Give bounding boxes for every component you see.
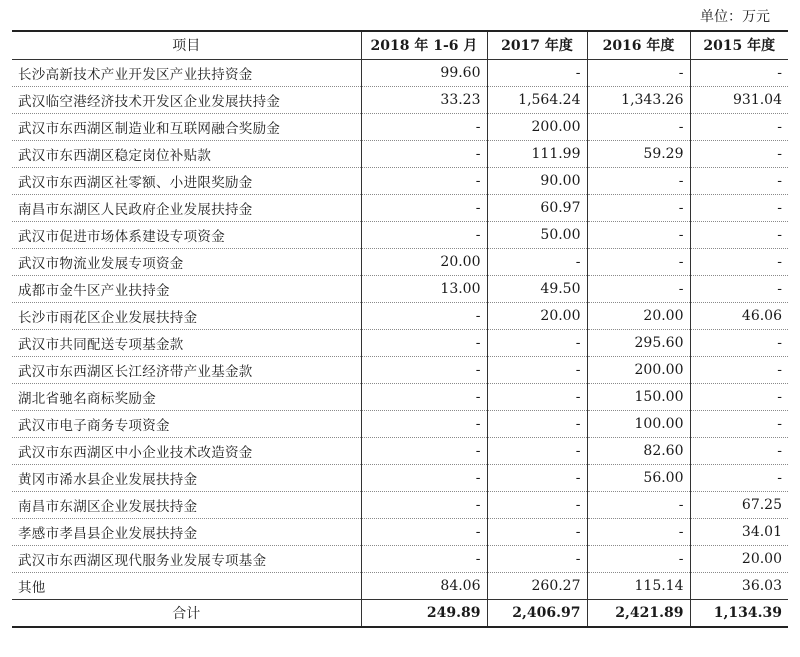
total-cell: 2,406.97	[487, 599, 587, 627]
amount-cell: -	[587, 248, 690, 275]
amount-cell: -	[361, 140, 487, 167]
item-name-cell: 武汉临空港经济技术开发区企业发展扶持金	[12, 86, 361, 113]
amount-cell: 36.03	[690, 572, 788, 599]
table-row	[12, 329, 788, 356]
amount-cell: 34.01	[690, 518, 788, 545]
table-row	[12, 545, 788, 572]
amount-cell: 1,564.24	[487, 86, 587, 113]
table-footer	[12, 599, 788, 627]
amount-cell: -	[690, 275, 788, 302]
item-name-cell: 黄冈市浠水县企业发展扶持金	[12, 464, 361, 491]
amount-cell: 1,343.26	[587, 86, 690, 113]
table-row	[12, 572, 788, 599]
amount-cell: -	[361, 437, 487, 464]
amount-cell: 100.00	[587, 410, 690, 437]
amount-cell: 260.27	[487, 572, 587, 599]
amount-cell: 20.00	[587, 302, 690, 329]
total-cell: 249.89	[361, 599, 487, 627]
amount-cell: 20.00	[487, 302, 587, 329]
amount-cell: -	[690, 248, 788, 275]
item-name-cell: 武汉市东西湖区长江经济带产业基金款	[12, 356, 361, 383]
amount-cell: -	[361, 194, 487, 221]
item-name-cell: 武汉市促进市场体系建设专项资金	[12, 221, 361, 248]
amount-cell: -	[587, 59, 690, 86]
item-name-cell: 武汉市共同配送专项基金款	[12, 329, 361, 356]
item-name-cell: 南昌市东湖区企业发展扶持金	[12, 491, 361, 518]
item-name-cell: 湖北省驰名商标奖励金	[12, 383, 361, 410]
amount-cell: -	[690, 113, 788, 140]
amount-cell: 115.14	[587, 572, 690, 599]
amount-cell: -	[487, 437, 587, 464]
table-row	[12, 437, 788, 464]
amount-cell: -	[361, 302, 487, 329]
item-name-cell: 成都市金牛区产业扶持金	[12, 275, 361, 302]
item-name-cell: 长沙市雨花区企业发展扶持金	[12, 302, 361, 329]
amount-cell: -	[690, 167, 788, 194]
amount-cell: -	[361, 491, 487, 518]
amount-cell: -	[587, 194, 690, 221]
amount-cell: -	[690, 329, 788, 356]
amount-cell: -	[690, 140, 788, 167]
amount-cell: 20.00	[690, 545, 788, 572]
amount-cell: -	[487, 356, 587, 383]
amount-cell: 60.97	[487, 194, 587, 221]
header-item: 项目	[12, 31, 361, 59]
amount-cell: -	[587, 518, 690, 545]
table-row	[12, 410, 788, 437]
amount-cell: -	[361, 518, 487, 545]
amount-cell: -	[361, 113, 487, 140]
amount-cell: 82.60	[587, 437, 690, 464]
table-row	[12, 491, 788, 518]
amount-cell: -	[587, 275, 690, 302]
amount-cell: -	[690, 437, 788, 464]
amount-cell: -	[690, 221, 788, 248]
item-name-cell: 孝感市孝昌县企业发展扶持金	[12, 518, 361, 545]
amount-cell: -	[690, 383, 788, 410]
table-row	[12, 248, 788, 275]
table-row	[12, 59, 788, 86]
table-header	[12, 31, 788, 59]
table-row	[12, 113, 788, 140]
subsidy-table	[12, 30, 788, 628]
header-2015: 2015 年度	[690, 31, 788, 59]
amount-cell: 46.06	[690, 302, 788, 329]
amount-cell: 99.60	[361, 59, 487, 86]
amount-cell: 111.99	[487, 140, 587, 167]
amount-cell: -	[587, 491, 690, 518]
amount-cell: -	[487, 464, 587, 491]
unit-label: 单位：万元	[700, 9, 770, 25]
item-name-cell: 武汉市东西湖区稳定岗位补贴款	[12, 140, 361, 167]
table-row	[12, 167, 788, 194]
item-name-cell: 武汉市东西湖区现代服务业发展专项基金	[12, 545, 361, 572]
amount-cell: -	[361, 464, 487, 491]
amount-cell: -	[587, 113, 690, 140]
amount-cell: -	[361, 383, 487, 410]
item-name-cell: 武汉市东西湖区中小企业技术改造资金	[12, 437, 361, 464]
header-2016: 2016 年度	[587, 31, 690, 59]
amount-cell: -	[361, 356, 487, 383]
amount-cell: -	[487, 545, 587, 572]
table-row	[12, 221, 788, 248]
header-row	[12, 31, 788, 59]
total-cell: 2,421.89	[587, 599, 690, 627]
item-name-cell: 武汉市东西湖区制造业和互联网融合奖励金	[12, 113, 361, 140]
amount-cell: -	[690, 464, 788, 491]
table-row	[12, 275, 788, 302]
amount-cell: -	[361, 545, 487, 572]
amount-cell: 931.04	[690, 86, 788, 113]
table-row	[12, 518, 788, 545]
item-name-cell: 武汉市电子商务专项资金	[12, 410, 361, 437]
amount-cell: -	[487, 383, 587, 410]
table-row	[12, 302, 788, 329]
amount-cell: -	[690, 410, 788, 437]
item-name-cell: 其他	[12, 572, 361, 599]
amount-cell: 150.00	[587, 383, 690, 410]
amount-cell: -	[690, 356, 788, 383]
header-2017: 2017 年度	[487, 31, 587, 59]
header-2018-h1: 2018 年 1-6 月	[361, 31, 487, 59]
amount-cell: 67.25	[690, 491, 788, 518]
amount-cell: -	[361, 167, 487, 194]
amount-cell: -	[487, 329, 587, 356]
amount-cell: -	[690, 194, 788, 221]
amount-cell: -	[487, 248, 587, 275]
amount-cell: 20.00	[361, 248, 487, 275]
item-name-cell: 武汉市东西湖区社零额、小进限奖励金	[12, 167, 361, 194]
amount-cell: -	[487, 518, 587, 545]
total-row	[12, 599, 788, 627]
amount-cell: -	[487, 410, 587, 437]
table-row	[12, 194, 788, 221]
table-row	[12, 86, 788, 113]
amount-cell: 84.06	[361, 572, 487, 599]
table-row	[12, 383, 788, 410]
total-cell: 1,134.39	[690, 599, 788, 627]
table-row	[12, 140, 788, 167]
amount-cell: -	[361, 410, 487, 437]
amount-cell: 13.00	[361, 275, 487, 302]
amount-cell: -	[587, 221, 690, 248]
item-name-cell: 长沙高新技术产业开发区产业扶持资金	[12, 59, 361, 86]
item-name-cell: 武汉市物流业发展专项资金	[12, 248, 361, 275]
amount-cell: 200.00	[487, 113, 587, 140]
amount-cell: -	[587, 167, 690, 194]
amount-cell: -	[487, 491, 587, 518]
item-name-cell: 南昌市东湖区人民政府企业发展扶持金	[12, 194, 361, 221]
amount-cell: -	[487, 59, 587, 86]
amount-cell: 90.00	[487, 167, 587, 194]
amount-cell: 295.60	[587, 329, 690, 356]
table-row	[12, 464, 788, 491]
amount-cell: -	[690, 59, 788, 86]
table-row	[12, 356, 788, 383]
amount-cell: 50.00	[487, 221, 587, 248]
amount-cell: 200.00	[587, 356, 690, 383]
amount-cell: 33.23	[361, 86, 487, 113]
amount-cell: -	[361, 221, 487, 248]
amount-cell: -	[361, 329, 487, 356]
total-label: 合计	[12, 599, 361, 627]
amount-cell: 59.29	[587, 140, 690, 167]
table-body	[12, 59, 788, 599]
amount-cell: 49.50	[487, 275, 587, 302]
amount-cell: -	[587, 545, 690, 572]
amount-cell: 56.00	[587, 464, 690, 491]
